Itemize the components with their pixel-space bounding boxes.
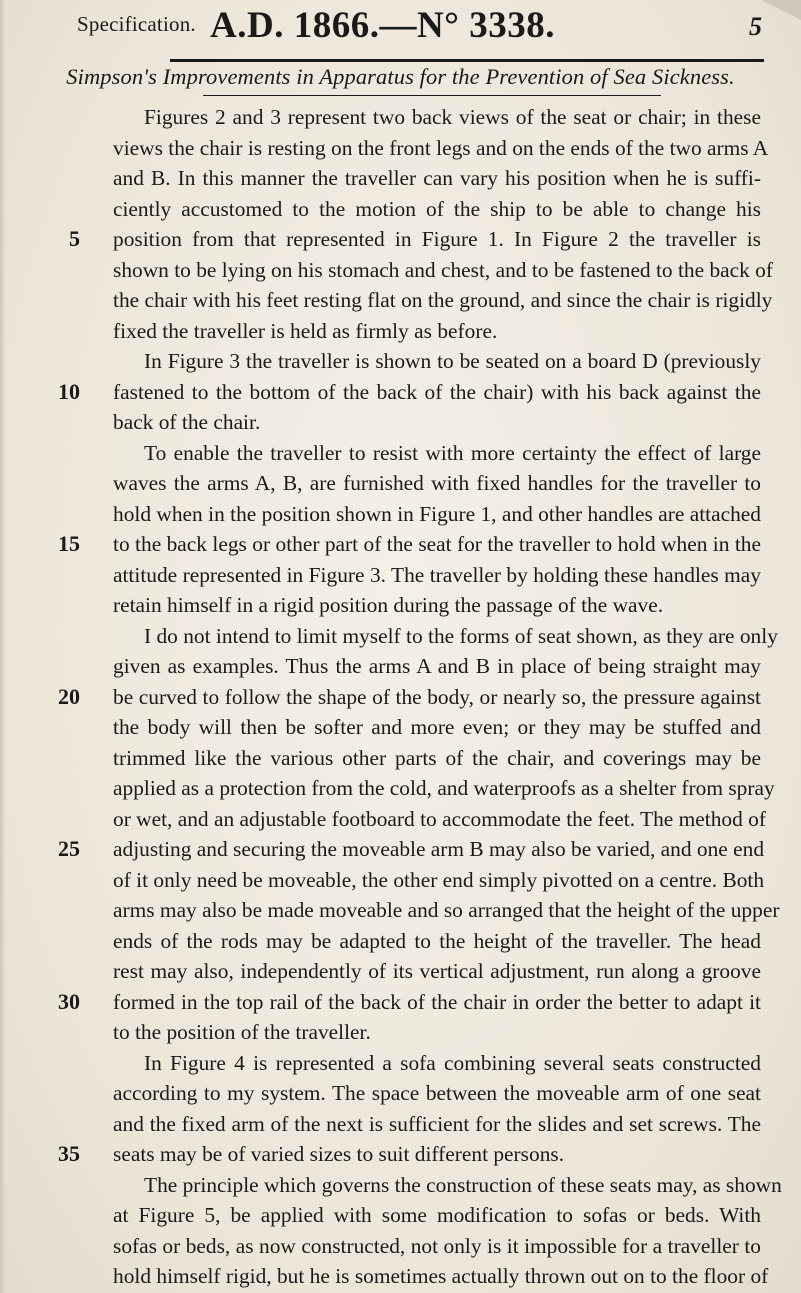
- text-line: fastened to the bottom of the back of the chair) with his back against the: [113, 379, 761, 404]
- text-line: of it only need be moveable, the other end simply pivotted on a centre. Both: [113, 867, 765, 892]
- text-line: I do not intend to limit myself to the forms of seat shown, as they are only: [144, 623, 778, 648]
- text-line: hold himself rigid, but he is sometimes actually thrown out on to the floor of: [113, 1264, 769, 1288]
- text-line: ends of the rods may be adapted to the height of the traveller. The head: [113, 928, 761, 953]
- text-line: and B. In this manner the traveller can vary his position when he is suffi-: [113, 166, 761, 190]
- text-line: arms may also be made moveable and so arranged that the height of the upper: [113, 898, 780, 922]
- text-line: according to my system. The space between the moveable arm of one seat: [113, 1081, 761, 1105]
- text-line: or wet, and an adjustable footboard to accommodate the feet. The method of: [113, 806, 766, 831]
- text-line: be curved to follow the shape of the body, or nearly so, the pressure against: [113, 684, 761, 709]
- text-line: To enable the traveller to resist with more certainty the effect of large: [144, 440, 761, 465]
- text-line: back of the chair.: [113, 410, 261, 434]
- text-line: given as examples. Thus the arms A and B in place of being straight may: [113, 654, 761, 678]
- header-rule: [170, 59, 764, 62]
- text-line: trimmed like the various other parts of the chair, and coverings may be: [113, 745, 761, 770]
- text-line: position from that represented in Figure 1. In Figure 2 the traveller is: [113, 227, 761, 251]
- text-line: fixed the traveller is held as firmly as before.: [113, 318, 498, 343]
- text-line: rest may also, independently of its vertical adjustment, run along a groove: [113, 959, 761, 983]
- text-line: the body will then be softer and more even; or they may be stuffed and: [113, 715, 761, 739]
- text-line: waves the arms A, B, are furnished with fixed handles for the traveller to: [113, 471, 761, 495]
- text-line: the chair with his feet resting flat on the ground, and since the chair is rigidly: [113, 288, 773, 312]
- text-line: and the fixed arm of the next is sufficient for the slides and set screws. The: [113, 1111, 761, 1136]
- text-line: In Figure 3 the traveller is shown to be seated on a board D (previously: [144, 349, 761, 373]
- subtitle-rule: [203, 95, 661, 96]
- text-line: sofas or beds, as now constructed, not only is it impossible for a traveller to: [113, 1233, 761, 1258]
- text-line: The principle which governs the construction of these seats may, as shown: [144, 1172, 782, 1197]
- text-line: attitude represented in Figure 3. The traveller by holding these handles may: [113, 562, 761, 587]
- patent-title: A.D. 1866.—N° 3338.: [210, 5, 555, 46]
- text-line: at Figure 5, be applied with some modification to sofas or beds. With: [113, 1203, 761, 1227]
- text-line: hold when in the position shown in Figure 1, and other handles are attached: [113, 501, 761, 526]
- line-number: 30: [58, 988, 80, 1014]
- page-header: [0, 0, 801, 60]
- specification-label: Specification.: [77, 12, 196, 36]
- text-line: ciently accustomed to the motion of the ship to be able to change his: [113, 196, 761, 221]
- line-number: 10: [58, 378, 80, 404]
- line-number: 35: [58, 1141, 80, 1166]
- page-edge-shadow: [0, 0, 6, 1293]
- text-line: In Figure 4 is represented a sofa combining several seats constructed: [144, 1050, 761, 1075]
- text-line: to the position of the traveller.: [113, 1020, 371, 1044]
- running-subtitle: Simpson's Improvements in Apparatus for the Prevention of Sea Sickness.: [66, 64, 735, 89]
- text-line: views the chair is resting on the front legs and on the ends of the two arms A: [113, 135, 769, 160]
- text-line: Figures 2 and 3 represent two back views of the seat or chair; in these: [144, 105, 761, 129]
- text-line: applied as a protection from the cold, and waterproofs as a shelter from spray: [113, 776, 775, 800]
- text-line: retain himself in a rigid position during the passage of the wave.: [113, 593, 664, 617]
- line-number: 15: [58, 531, 80, 556]
- line-number: 20: [58, 683, 80, 709]
- page-number: 5: [749, 12, 762, 41]
- line-number: 25: [58, 836, 80, 861]
- text-line: adjusting and securing the moveable arm B may also be varied, and one end: [113, 837, 765, 861]
- text-line: seats may be of varied sizes to suit different persons.: [113, 1142, 565, 1166]
- text-line: shown to be lying on his stomach and chest, and to be fastened to the back of: [113, 257, 773, 282]
- text-line: formed in the top rail of the back of the chair in order the better to adapt it: [113, 989, 761, 1014]
- text-line: to the back legs or other part of the seat for the traveller to hold when in the: [113, 532, 761, 556]
- line-number: 5: [69, 226, 80, 251]
